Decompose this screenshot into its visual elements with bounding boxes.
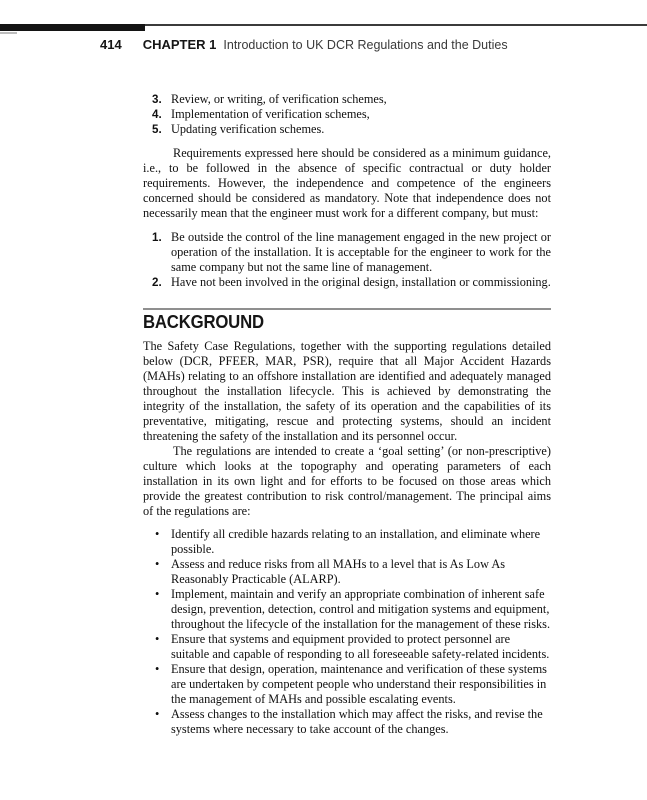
bullet-item: [143, 707, 551, 737]
principal-aims-list: [143, 527, 551, 737]
list-item: [143, 275, 551, 290]
list-item: [143, 92, 551, 107]
header-black-bar: [0, 24, 145, 31]
bullet-icon: •: [155, 707, 160, 721]
list-item-number: 5.: [152, 123, 162, 136]
bullet-icon: •: [155, 632, 160, 646]
margin-mark: [0, 32, 17, 34]
bullet-item: [143, 587, 551, 632]
chapter-title: Introduction to UK DCR Regulations and the Duties: [223, 38, 508, 52]
list-item: [143, 107, 551, 122]
list-item-text: Have not been involved in the original design, installation or commissioning.: [171, 275, 551, 289]
list-item: [143, 122, 551, 137]
background-section: [143, 308, 551, 737]
bullet-item: [143, 527, 551, 557]
bullet-icon: •: [155, 527, 160, 541]
bullet-icon: •: [155, 557, 160, 571]
background-paragraph-1: The Safety Case Regulations, together with the supporting regulations detailed below (DCR, PFEER, MAR, PSR), require that all Major Accident Hazards (MAHs) relating to an offshore installation are identified and adequately managed throughout the installation lifecycle. This is achieved by demonstrating the integrity of the installation, the safety of its operation and the capabilities of its preventative, mitigating, rescue and protecting systems, should an incident threatening the safety of the installation and its personnel occur.: [143, 339, 551, 443]
list-item-number: 4.: [152, 108, 162, 121]
chapter-label: CHAPTER 1: [142, 37, 217, 52]
list-item-number: 3.: [152, 93, 162, 106]
section-rule: [143, 308, 551, 310]
text-column: [143, 92, 551, 737]
engineer-requirements-list: [143, 230, 551, 290]
page-number: 414: [100, 37, 122, 52]
verification-tasks-list: [143, 92, 551, 137]
list-item-number: 1.: [152, 231, 162, 244]
bullet-item: [143, 632, 551, 662]
bullet-text: Ensure that systems and equipment provided to protect personnel are suitable and capable of responding to all foreseeable safety-related incidents.: [171, 632, 550, 661]
list-item-text: Updating verification schemes.: [171, 122, 325, 136]
bullet-item: [143, 662, 551, 707]
list-item-text: Implementation of verification schemes,: [171, 107, 370, 121]
list-item-text: Review, or writing, of verification schemes,: [171, 92, 387, 106]
list-item-text: Be outside the control of the line management engaged in the new project or operation of the installation. It is acceptable for the engineer to work for the same company but not the same line of management.: [171, 230, 551, 274]
bullet-item: [143, 557, 551, 587]
requirements-paragraph: Requirements expressed here should be considered as a minimum guidance, i.e., to be followed in the absence of specific contractual or duty holder requirements. However, the independence and competence of the engineers concerned should be considered as mandatory. Note that independence does not necessarily mean that the engineer must work for a different company, but must:: [143, 146, 551, 220]
section-heading: BACKGROUND: [143, 312, 264, 332]
bullet-text: Assess changes to the installation which may affect the risks, and revise the systems where necessary to take account of the changes.: [171, 707, 543, 736]
bullet-text: Identify all credible hazards relating to an installation, and eliminate where possible.: [171, 527, 541, 556]
bullet-text: Assess and reduce risks from all MAHs to a level that is As Low As Reasonably Practicable (ALARP).: [171, 557, 506, 586]
bullet-text: Ensure that design, operation, maintenance and verification of these systems are undertaken by competent people who understand their responsibilities in the management of MAHs and possible escalating events.: [171, 662, 547, 706]
bullet-icon: •: [155, 662, 160, 676]
bullet-text: Implement, maintain and verify an appropriate combination of inherent safe design, prevention, detection, control and mitigation systems and equipment, throughout the lifecycle of the installation for the management of these risks.: [171, 587, 551, 631]
list-item: [143, 230, 551, 275]
background-paragraph-2: The regulations are intended to create a ‘goal setting’ (or non-prescriptive) culture which looks at the topography and operating parameters of each installation in its own light and for efforts to be focused on those areas which provide the greatest contribution to risk control/management. The principal aims of the regulations are:: [143, 444, 551, 518]
bullet-icon: •: [155, 587, 160, 601]
running-header: [100, 37, 508, 52]
list-item-number: 2.: [152, 276, 162, 289]
